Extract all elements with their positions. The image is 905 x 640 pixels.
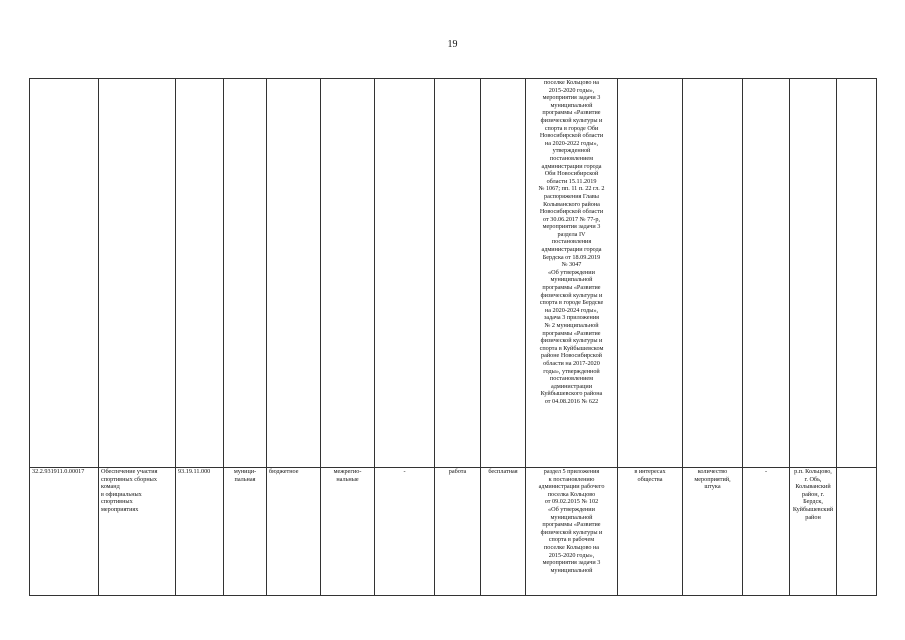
dash-cell: -: [375, 468, 435, 596]
legal-basis-line: «Об утверждении: [548, 505, 595, 513]
type-cell: работа: [435, 468, 481, 596]
legal-basis-line: физической культуры и: [540, 291, 603, 299]
legal-basis-line: поселке Кольцово на: [543, 79, 600, 86]
territory-cell: р.п. Кольцово, г. Обь, Колыванский район, г. Бердск, Куйбышевский район: [790, 468, 837, 596]
table-cell: [743, 79, 790, 468]
table-cell: [790, 79, 837, 468]
legal-basis-line: поселке Кольцово на: [543, 543, 600, 551]
table-row: [30, 468, 877, 596]
institution-type-cell: бюджетное: [267, 468, 321, 596]
legal-basis-line: постановления: [551, 238, 592, 246]
legal-basis-line: на 2020-2024 годы»,: [544, 306, 599, 314]
legal-basis-line: физической культуры и: [540, 116, 603, 124]
legal-basis-line: от 09.02.2015 № 102: [544, 498, 599, 506]
legal-basis-line: спорта в Куйбышевском: [539, 344, 604, 352]
legal-basis-line: раздела IV: [557, 230, 586, 238]
legal-basis-line: «Об утверждении: [548, 268, 595, 276]
legal-basis-line: программы «Развитие: [542, 109, 601, 117]
legal-basis-line: Новосибирской области: [539, 208, 604, 216]
event-level-cell: межрегио- нальные: [321, 468, 375, 596]
legal-basis-line: 2015-2020 годы»,: [548, 551, 595, 559]
legal-basis-line: программы «Развитие: [542, 329, 601, 337]
legal-basis-line: раздел 5 приложения: [543, 468, 600, 475]
table-row: [30, 79, 877, 468]
table-cell: [683, 79, 743, 468]
legal-basis-line: администрации города: [541, 162, 602, 170]
legal-basis-line: от 30.06.2017 № 77-р,: [543, 215, 600, 223]
dash-cell: -: [743, 468, 790, 596]
legal-basis-line: распоряжения Главы: [544, 192, 599, 200]
legal-basis-line: муниципальной: [550, 276, 593, 284]
legal-basis-line: задача 3 приложения: [543, 314, 600, 322]
legal-basis-line: годы», утвержденной: [543, 367, 600, 375]
table-cell: [176, 79, 224, 468]
legal-basis-line: Колыванского района: [543, 200, 600, 208]
fee-cell: бесплатная: [481, 468, 526, 596]
table-cell: [837, 79, 877, 468]
register-code-cell: 32.2.931911.0.00017: [30, 468, 99, 596]
legal-basis-line: № 1067; пп. 11 п. 22 гл. 2: [538, 185, 605, 193]
legal-basis-line: № 3047: [561, 261, 582, 269]
legal-basis-line: Новосибирской области: [539, 132, 604, 140]
legal-basis-line: муниципальной: [550, 101, 593, 109]
legal-basis-cell: [526, 79, 618, 468]
legal-basis-line: физической культуры и: [540, 528, 603, 536]
table-cell: [224, 79, 267, 468]
service-name-cell: Обеспечение участия спортивных сборных команд в официальных спортивных мероприятиях: [99, 468, 176, 596]
legal-basis-line: мероприятия задачи 3: [542, 559, 601, 567]
legal-basis-line: программы «Развитие: [542, 521, 601, 529]
legal-basis-line: от 04.08.2016 № 622: [544, 397, 599, 405]
legal-basis-line: 2015-2020 годы»,: [548, 86, 595, 94]
legal-basis-line: муниципальной: [550, 566, 593, 574]
legal-basis-cell: [526, 468, 618, 596]
legal-basis-line: поселка Кольцово: [547, 490, 596, 498]
level-cell: муници- пальная: [224, 468, 267, 596]
legal-basis-line: Оби Новосибирской: [544, 170, 599, 178]
table-cell: [321, 79, 375, 468]
table-cell: [30, 79, 99, 468]
table-cell: [267, 79, 321, 468]
table-cell: [99, 79, 176, 468]
table-cell: [481, 79, 526, 468]
legal-basis-line: спорта в городе Оби: [544, 124, 599, 132]
legal-basis-line: физической культуры и: [540, 337, 603, 345]
table-cell: [375, 79, 435, 468]
okved-code-cell: 93.19.11.000: [176, 468, 224, 596]
legal-basis-line: Бердска от 18.09.2019: [542, 253, 601, 261]
legal-basis-line: администрации города: [541, 246, 602, 254]
legal-basis-line: на 2020-2022 годы»,: [544, 139, 599, 147]
legal-basis-line: утвержденной: [552, 147, 591, 155]
legal-basis-line: администрации: [550, 382, 593, 390]
page-number: 19: [447, 39, 458, 50]
legal-basis-line: Куйбышевского района: [540, 390, 603, 398]
table-cell: [618, 79, 683, 468]
indicator-cell: количество мероприятий, штука: [683, 468, 743, 596]
legal-basis-line: области на 2017-2020: [543, 359, 600, 367]
legal-basis-line: программы «Развитие: [542, 284, 601, 292]
legal-basis-line: постановлением: [549, 154, 594, 162]
legal-basis-line: мероприятия задачи 3: [542, 223, 601, 231]
legal-basis-line: спорта в рабочем: [548, 536, 595, 544]
table-cell: [837, 468, 877, 596]
table-cell: [435, 79, 481, 468]
register-table: [29, 78, 877, 596]
consumer-cell: в интересах общества: [618, 468, 683, 596]
legal-basis-line: районе Новосибирской: [541, 352, 602, 360]
legal-basis-line: спорта в городе Бердске: [539, 299, 604, 307]
legal-basis-line: № 2 муниципальной: [544, 322, 599, 329]
legal-basis-line: постановлением: [549, 375, 594, 383]
legal-basis-line: области 15.11.2019: [546, 177, 597, 185]
legal-basis-line: муниципальной: [550, 513, 593, 521]
legal-basis-line: администрации рабочего: [538, 483, 605, 491]
legal-basis-line: к постановлению: [548, 475, 595, 483]
legal-basis-line: мероприятия задачи 3: [542, 94, 601, 102]
